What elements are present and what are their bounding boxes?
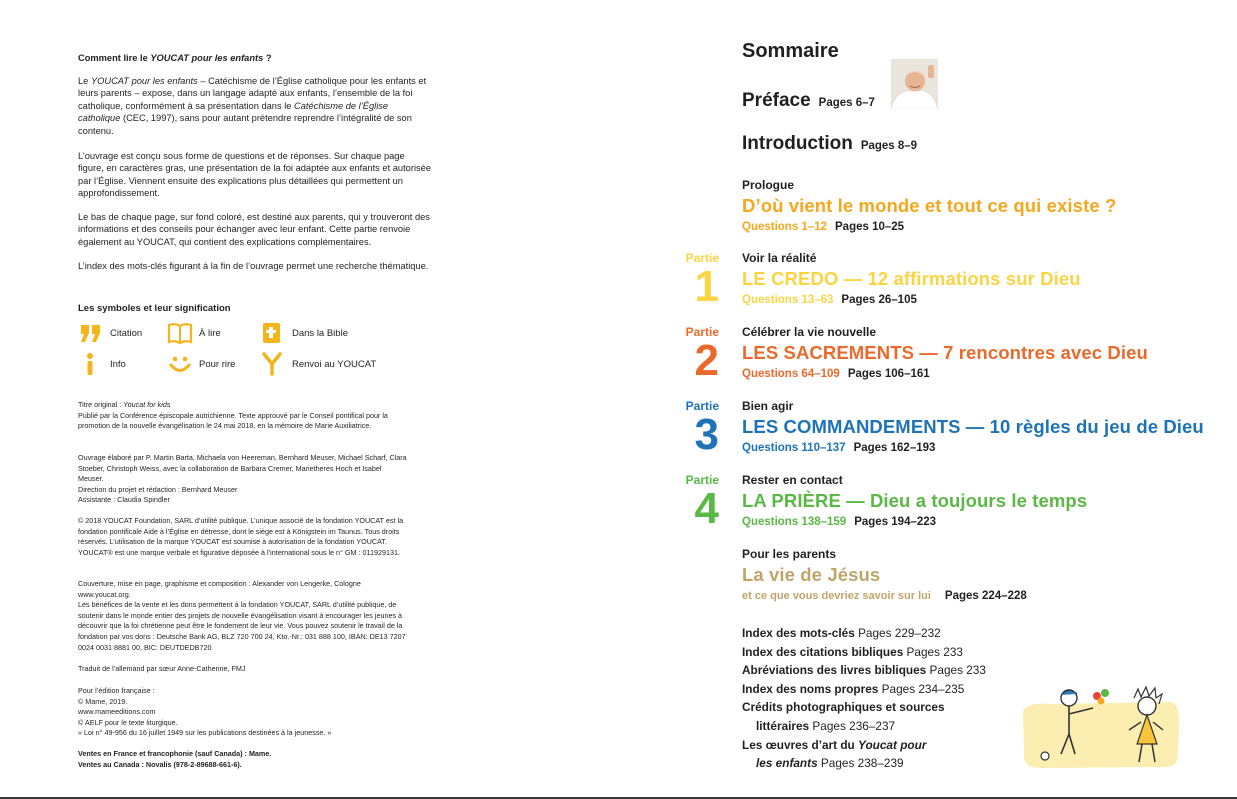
part-2-marker: Partie 2: [685, 325, 719, 385]
symbol-a-lire: À lire: [167, 321, 221, 345]
prologue-refs: Questions 1–12 Pages 10–25: [742, 221, 905, 233]
part-1-refs: Questions 13–63 Pages 26–105: [742, 294, 917, 306]
part-3-refs: Questions 110–137 Pages 162–193: [742, 442, 936, 454]
part-1-label: Voir la réalité: [742, 251, 817, 265]
part-3-label: Bien agir: [742, 399, 794, 413]
para1-run: (CEC, 1997), sans pour autant prétendre reprendre l’intégralité de son contenu.: [78, 113, 412, 136]
credits-french-edition: Pour l’édition française : © Mame, 2019. www.mameeditions.com © AELF pour le texte liturgique. « Loi n° 49-956 du 16 juillet 1949 sur les publications destinées à la jeunesse. »: [78, 686, 332, 738]
part-2-refs: Questions 64–109 Pages 106–161: [742, 368, 930, 380]
left-page: [0, 0, 618, 799]
part-4-marker: Partie 4: [685, 473, 719, 533]
intro-paragraph-2: L’ouvrage est conçu sous forme de questions et de réponses. Sur chaque page figure, en caractères gras, une présentation de la foi adaptée aux enfants et autorisée par l’Église. Viennent ensuite des explications plus détaillées qui permettent un approfondissement.: [78, 151, 431, 199]
prologue-label: Prologue: [742, 178, 795, 192]
part-2-label: Célébrer la vie nouvelle: [742, 325, 877, 339]
intro-paragraph-3: Le bas de chaque page, sur fond coloré, est destiné aux parents, qui y trouveront des informations et des conseils pour échanger avec leur enfant. Cette partie renvoie également au YOUCAT, qui contient des explications complémentaires.: [78, 212, 430, 247]
youcat-y-icon: [260, 352, 286, 376]
info-icon: [78, 352, 104, 376]
symbol-info: Info: [78, 352, 126, 376]
credits-translation: Traduit de l’allemand par sœur Anne-Catherine, FMJ: [78, 664, 246, 673]
para1-run: YOUCAT pour les enfants: [90, 76, 198, 86]
part-4-refs: Questions 138–159 Pages 194–223: [742, 516, 937, 528]
index-item[interactable]: Index des citations bibliques Pages 233: [742, 644, 963, 659]
right-page: [618, 0, 1237, 799]
prologue-title[interactable]: D’où vient le monde et tout ce qui existe ?: [742, 195, 1117, 216]
index-item-credits-cont: littéraires Pages 236–237: [756, 718, 896, 733]
symbol-dans-la-bible: Dans la Bible: [260, 321, 348, 345]
symbols-title: Les symboles et leur signification: [78, 303, 231, 314]
symbol-renvoi-youcat: Renvoi au YOUCAT: [260, 352, 376, 376]
credits-block-4: Couverture, mise en page, graphisme et composition : Alexander von Lengerke, Cologne www.youcat.org. Les bénéfices de la vente et les dons permettent à la fondation YOUCAT, SARL d’utilité publique, de soutenir dans le monde entier des projets de nouvelle évangélisation visant à encourager les jeunes à découvrir que la foi chrétienne peut être le fondement de leur vie. Vous pouvez soutenir le travail de la fondation par vos dons : Deutsche Bank AG, BLZ 720 700 24, Kto.-Nr.: 031 888 100, IBAN: DE13 7207 0024 0031 8881 00, BIC: DEUTDEDB720: [78, 579, 406, 652]
index-item[interactable]: Index des mots-clés Pages 229–232: [742, 626, 941, 640]
credits-block-1: Titre original : Youcat for kids Publié par la Conférence épiscopale autrichienne. Texte approuvé par le Conseil pontifical pour la promotion de la nouvelle évangélisation le 24 mai 2018, en la mémoire de Marie Auxiliatrice.: [78, 400, 388, 431]
part-1-title[interactable]: LE CREDO — 12 affirmations sur Dieu: [742, 268, 1081, 289]
index-list: [742, 624, 1032, 773]
symbol-citation: Citation: [78, 321, 142, 345]
part-4-title[interactable]: LA PRIÈRE — Dieu a toujours le temps: [742, 490, 1088, 511]
intro-paragraph-1: [78, 75, 433, 137]
index-item-oeuvres-cont: les enfants Pages 238–239: [756, 756, 904, 771]
bible-icon: [260, 321, 286, 345]
index-item-oeuvres[interactable]: Les œuvres d’art du Youcat pour: [742, 737, 927, 752]
part-3-marker: Partie 3: [685, 399, 719, 459]
para1-run: Catéchisme de l’Église catholique: [78, 100, 389, 124]
credits-block-2: Ouvrage élaboré par P. Martin Barta, Michaela von Heereman, Bernhard Meuser, Michael Scharf, Clara Stoeber, Christoph Weiss, avec la collaboration de Barbara Cremer, Marietheres Hoch et Isabel Meuser. Direction du projet et rédaction : Bernhard Meuser Assistante : Claudia Spindler: [78, 453, 407, 505]
index-item-credits[interactable]: Crédits photographiques et sources: [742, 700, 945, 715]
part-4-label: Rester en contact: [742, 473, 843, 487]
para1-run: – Catéchisme de l’Église catholique pour les enfants et leurs parents – expose, dans un langage adapté aux enfants, l’ensemble de la foi catholique, conformément à sa présentation dans le: [78, 76, 427, 111]
intro-heading: Comment lire le YOUCAT pour les enfants ?: [78, 53, 272, 63]
introduction-entry[interactable]: Introduction Pages 8–9: [742, 133, 918, 154]
part-1-marker: Partie 1: [685, 251, 719, 311]
part-2-title[interactable]: LES SACREMENTS — 7 rencontres avec Dieu: [742, 342, 1148, 363]
pope-photo: [891, 59, 938, 109]
parents-refs: et ce que vous devriez savoir sur lui Pages 224–228: [742, 590, 1027, 602]
intro-paragraph-4: L’index des mots-clés figurant à la fin de l’ouvrage permet une recherche thématique.: [78, 261, 429, 271]
sommaire-title: Sommaire: [742, 40, 839, 62]
preface-entry[interactable]: Préface Pages 6–7: [742, 90, 875, 111]
parents-title[interactable]: La vie de Jésus: [742, 564, 881, 585]
credits-block-3: © 2018 YOUCAT Foundation, SARL d’utilité publique. L’unique associé de la fondation YOUCAT est la fondation pontificale Aide à l’Église en détresse, dont le siège est à Königstein im Taunus. Tous droits réservés. L’utilisation de la marque YOUCAT est soumise à autorisation de la fondation YOUCAT. YOUCAT® est une marque verbale et figurative déposée à l’international sous le n° GM : 011929131.: [78, 516, 404, 557]
para1-run: Le: [78, 76, 91, 86]
book-icon: [167, 321, 193, 345]
kids-illustration: [1021, 672, 1181, 772]
symbol-pour-rire: Pour rire: [167, 352, 235, 376]
quote-icon: [78, 321, 104, 345]
index-item[interactable]: Index des noms propres Pages 234–235: [742, 681, 965, 696]
part-3-title[interactable]: LES COMMANDEMENTS — 10 règles du jeu de Dieu: [742, 416, 1204, 437]
parents-label: Pour les parents: [742, 547, 837, 561]
index-item[interactable]: Abréviations des livres bibliques Pages 233: [742, 663, 986, 678]
credits-sales: Ventes en France et francophonie (sauf Canada) : Mame. Ventes au Canada : Novalis (978-2-89688-661-6).: [78, 749, 272, 769]
smile-icon: [167, 352, 193, 376]
